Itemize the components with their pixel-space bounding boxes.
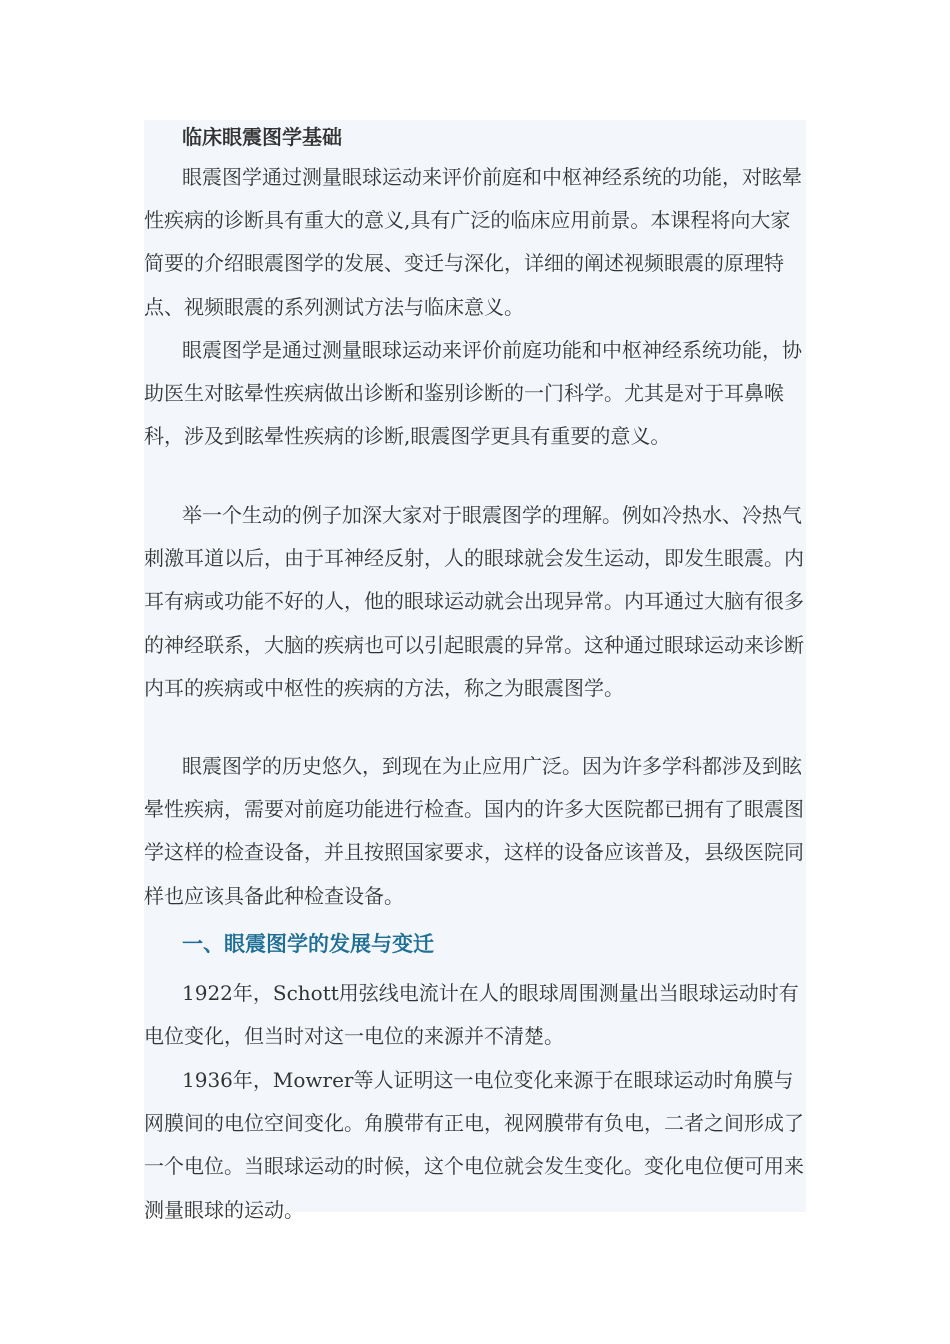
paragraph-intro: 眼震图学通过测量眼球运动来评价前庭和中枢神经系统的功能，对眩晕性疾病的诊断具有重大的意义,具有广泛的临床应用前景。本课程将向大家简要的介绍眼震图学的发展、变迁与深化，详细的阐述视频眼震的原理特点、视频眼震的系列测试方法与临床意义。 xyxy=(144,165,802,319)
document-title: 临床眼震图学基础 xyxy=(182,125,342,149)
paragraph-example: 举一个生动的例子加深大家对于眼震图学的理解。例如冷热水、冷热气刺激耳道以后，由于耳神经反射，人的眼球就会发生运动，即发生眼震。内耳有病或功能不好的人，他的眼球运动就会出现异常。内耳通过大脑有很多的神经联系，大脑的疾病也可以引起眼震的异常。这种通过眼球运动来诊断内耳的疾病或中枢性的疾病的方法，称之为眼震图学。 xyxy=(144,503,804,700)
paragraph-1936: 1936年，Mowrer等人证明这一电位变化来源于在眼球运动时角膜与网膜间的电位空间变化。角膜带有正电，视网膜带有负电，二者之间形成了一个电位。当眼球运动的时候，这个电位就会发生变化。变化电位便可用来测量眼球的运动。 xyxy=(144,1068,804,1222)
paragraph-definition: 眼震图学是通过测量眼球运动来评价前庭功能和中枢神经系统功能，协助医生对眩晕性疾病做出诊断和鉴别诊断的一门科学。尤其是对于耳鼻喉科，涉及到眩晕性疾病的诊断,眼震图学更具有重要的意义。 xyxy=(144,338,802,449)
section-heading: 一、眼震图学的发展与变迁 xyxy=(182,932,434,956)
paragraph-1922: 1922年，Schott用弦线电流计在人的眼球周围测量出当眼球运动时有电位变化，但当时对这一电位的来源并不清楚。 xyxy=(144,981,799,1049)
paragraph-history: 眼震图学的历史悠久，到现在为止应用广泛。因为许多学科都涉及到眩晕性疾病，需要对前庭功能进行检查。国内的许多大医院都已拥有了眼震图学这样的检查设备，并且按照国家要求，这样的设备应该普及，县级医院同样也应该具备此种检查设备。 xyxy=(144,754,804,908)
